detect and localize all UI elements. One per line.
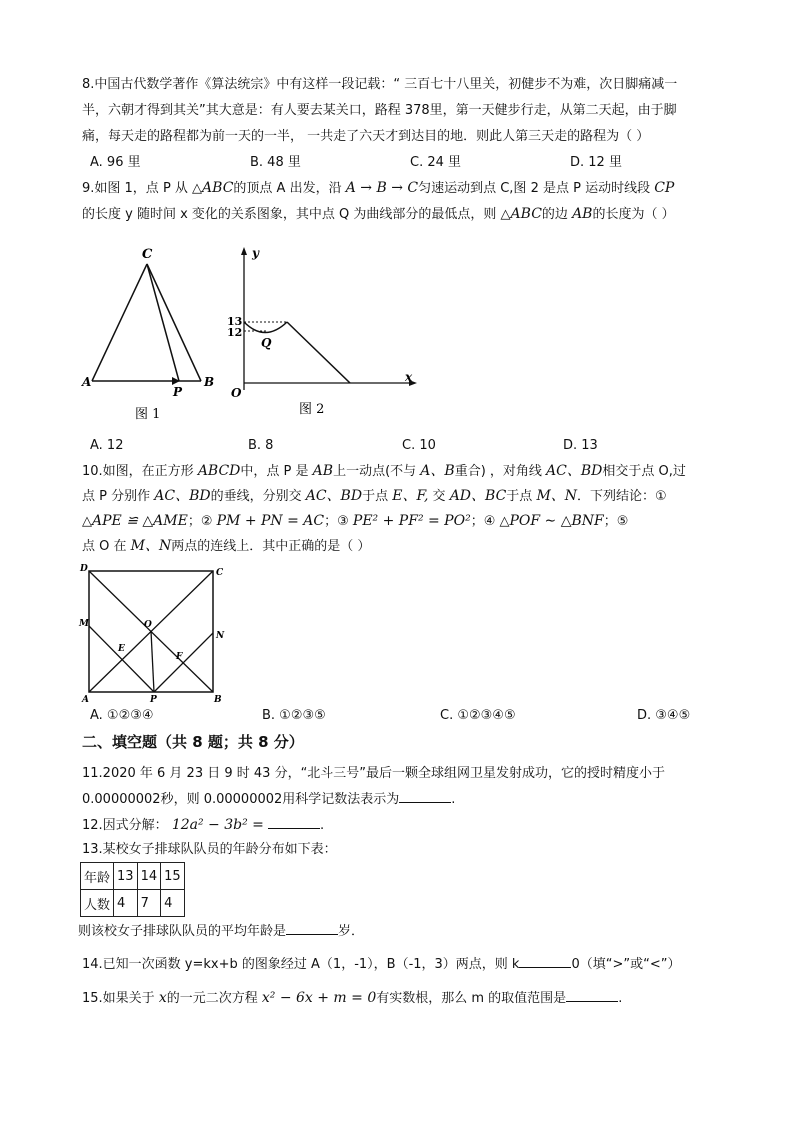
- q11-line-1: 11.2020 年 6 月 23 日 9 时 43 分，“北斗三号”最后一颗全球组网卫星发射成功，它的授时精度小于: [82, 766, 666, 781]
- q10-option-a: A. ①②③④: [90, 708, 154, 723]
- q10-line-4: 点 O 在 M、N两点的连线上．其中正确的是（ ）: [82, 538, 371, 554]
- q9-line-1: 9.如图 1，点 P 从 △ABC的顶点 A 出发，沿 A → B → C匀速运动到点 C,图 2 是点 P 运动时线段 CP: [82, 180, 675, 196]
- table-cell: 13: [114, 863, 138, 890]
- fig1-caption: 图 1: [135, 407, 161, 422]
- q8-option-b: B. 48 里: [250, 155, 301, 170]
- fig2-decline: [287, 322, 350, 383]
- table-cell: 年龄: [81, 863, 114, 890]
- sq-label-m: M: [79, 619, 89, 629]
- q8-line-3: 痛，每天走的路程都为前一天的一半， 一共走了六天才到达目的地．则此人第三天走的路程为（ ）: [82, 129, 650, 144]
- q9-figure-1: [80, 240, 230, 425]
- q10-line-2: 点 P 分别作 AC、BD的垂线，分别交 AC、BD于点 E、F, 交 AD、BC于点 M、N．下列结论：①: [82, 488, 667, 504]
- q9-option-c: C. 10: [402, 438, 436, 453]
- q13-after: 则该校女子排球队队员的平均年龄是 岁．: [78, 924, 365, 939]
- q11-line-2: 0.00000002秒，则 0.00000002用科学记数法表示为 .: [82, 792, 456, 807]
- fig1-label-c: C: [142, 247, 153, 262]
- fig2-label-o: O: [231, 386, 242, 400]
- table-cell: 4: [114, 890, 138, 917]
- fig2-y-arrow: [241, 247, 247, 255]
- q10-option-b: B. ①②③⑤: [262, 708, 326, 723]
- fig2-tick-12: 12: [227, 326, 243, 339]
- q8-line-1: 8.中国古代数学著作《算法统宗》中有这样一段记载：“ 三百七十八里关，初健步不为难，次日脚痛减一: [82, 77, 678, 92]
- q14-line: 14.已知一次函数 y=kx+b 的图象经过 A（1，-1），B（-1，3）两点，则 k 0（填“>”或“<”）: [82, 957, 681, 972]
- q10-option-c: C. ①②③④⑤: [440, 708, 516, 723]
- q10-option-d: D. ③④⑤: [637, 708, 691, 723]
- sq-label-b: B: [214, 695, 222, 705]
- sq-label-d: D: [80, 564, 88, 574]
- q14-answer-blank[interactable]: [519, 955, 571, 968]
- q8-line-2: 半，六朝才得到其关”其大意是：有人要去某关口，路程 378里，第一天健步行走，从第二天起，由于脚: [82, 103, 677, 118]
- q12-line: 12.因式分解： 12a² − 3b² = .: [82, 817, 325, 833]
- segment-po: [151, 631, 154, 692]
- q12-answer-blank[interactable]: [268, 816, 320, 829]
- section-heading-fill-in: 二、填空题（共 8 题；共 8 分）: [82, 733, 304, 751]
- q9-figure-2: [225, 243, 425, 423]
- fig2-label-x: x: [405, 370, 413, 384]
- sq-label-o: O: [144, 620, 152, 630]
- q13-answer-blank[interactable]: [286, 922, 338, 935]
- sq-label-e: E: [118, 644, 125, 654]
- q9-line-2: 的长度 y 随时间 x 变化的关系图象，其中点 Q 为曲线部分的最低点，则 △ABC的边 AB的长度为（ ）: [82, 206, 675, 222]
- q8-option-d: D. 12 里: [570, 155, 622, 170]
- q15-answer-blank[interactable]: [566, 989, 618, 1002]
- q8-option-a: A. 96 里: [90, 155, 141, 170]
- q9-option-d: D. 13: [563, 438, 598, 453]
- table-cell: 15: [161, 863, 185, 890]
- q10-line-1: 10.如图，在正方形 ABCD中，点 P 是 AB上一动点(不与 A、B重合) ，对角线 AC、BD相交于点 O,过: [82, 463, 686, 479]
- sq-label-p: P: [150, 695, 157, 705]
- fig1-side-ca: [92, 264, 147, 381]
- sq-label-c: C: [216, 568, 224, 578]
- fig2-caption: 图 2: [299, 402, 325, 417]
- table-cell: 7: [137, 890, 161, 917]
- q11-answer-blank[interactable]: [399, 790, 451, 803]
- fig2-tick-13: 13: [227, 315, 243, 328]
- q9-option-a: A. 12: [90, 438, 124, 453]
- fig2-label-y: y: [252, 246, 259, 260]
- q10-figure-square: [76, 562, 226, 706]
- age-distribution-table: [80, 862, 185, 917]
- sq-label-a: A: [82, 695, 89, 705]
- fig1-label-a: A: [82, 375, 92, 389]
- sq-label-n: N: [216, 631, 225, 641]
- table-cell: 4: [161, 890, 185, 917]
- fig1-label-p: P: [173, 385, 183, 399]
- fig2-label-q: Q: [261, 336, 272, 350]
- table-cell: 人数: [81, 890, 114, 917]
- table-row: [81, 863, 185, 890]
- q13-intro: 13.某校女子排球队队员的年龄分布如下表：: [82, 842, 337, 857]
- q8-option-c: C. 24 里: [410, 155, 462, 170]
- q10-line-3: △APE ≌ △AME；② PM + PN = AC；③ PE² + PF² = PO²；④ △POF ∼ △BNF；⑤: [82, 513, 629, 529]
- table-cell: 14: [137, 863, 161, 890]
- table-row: [81, 890, 185, 917]
- fig1-label-b: B: [204, 375, 215, 389]
- q9-option-b: B. 8: [248, 438, 274, 453]
- sq-label-f: F: [176, 652, 183, 662]
- q15-line: 15.如果关于 x的一元二次方程 x² − 6x + m = 0有实数根，那么 m 的取值范围是 .: [82, 990, 623, 1006]
